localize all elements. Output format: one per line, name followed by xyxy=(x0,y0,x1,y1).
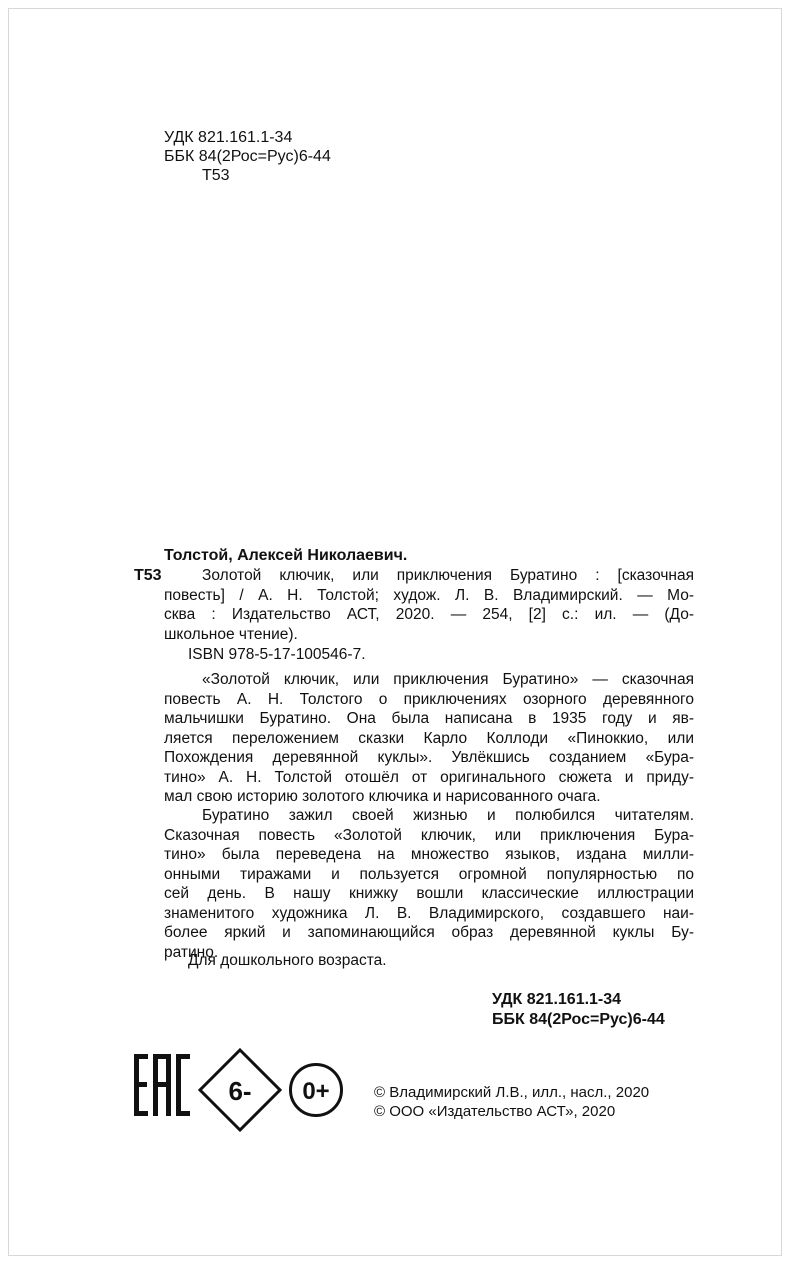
top-udk-code: УДК 821.161.1-34 xyxy=(164,129,293,146)
age-rating-circle-label: 0+ xyxy=(302,1078,330,1105)
annotation-paragraph-1 xyxy=(164,670,694,807)
entry-author-sign: Т53 xyxy=(134,567,162,584)
entry-author: Толстой, Алексей Николаевич. xyxy=(164,547,408,564)
annotation-line: мальчишки Буратино. Она была написана в 1935 году и яв- xyxy=(164,710,694,727)
annotation-line: знаменитого художника Л. В. Владимирского, создавшего наи- xyxy=(164,904,694,922)
annotation-line: тино» была переведена на множество языков, издана милли- xyxy=(164,846,694,863)
annotation-line: Буратино зажил своей жизнью и полюбился читателям. xyxy=(202,807,694,824)
entry-title-line: школьное чтение). xyxy=(164,625,298,643)
annotation-line: ляется переложением сказки Карло Коллоди «Пиноккио, или xyxy=(164,729,694,747)
top-author-sign: Т53 xyxy=(202,167,230,184)
annotation-line: Похождения деревянной куклы». Увлёкшись созданием «Бура- xyxy=(164,749,694,766)
age-note: Для дошкольного возраста. xyxy=(188,952,387,969)
age-rating-circle xyxy=(288,1062,344,1118)
copyright-publisher: © ООО «Издательство АСТ», 2020 xyxy=(374,1103,616,1120)
bottom-bbk-code: ББК 84(2Рос=Рус)6-44 xyxy=(492,1011,665,1028)
annotation-line: тино» А. Н. Толстой отошёл от оригинального сюжета и приду- xyxy=(164,768,694,786)
age-rating-diamond-label: 6- xyxy=(228,1076,252,1106)
annotation-paragraph-2 xyxy=(164,806,694,962)
annotation-line: мал свою историю золотого ключика и нарисованного очага. xyxy=(164,788,601,805)
isbn: ISBN 978-5-17-100546-7. xyxy=(188,646,366,663)
eac-mark-icon xyxy=(132,1052,192,1118)
entry-title-line: Золотой ключик, или приключения Буратино : [сказочная xyxy=(202,567,694,584)
age-rating-diamond xyxy=(198,1048,282,1132)
annotation-line: ратино. xyxy=(164,943,219,961)
entry-title-line: повесть] / А. Н. Толстой; худож. Л. В. Владимирский. — Мо- xyxy=(164,586,694,604)
top-bbk-code: ББК 84(2Рос=Рус)6-44 xyxy=(164,148,331,165)
annotation-line: сей день. В нашу книжку вошли классические иллюстрации xyxy=(164,885,694,902)
entry-title-line: сква : Издательство АСТ, 2020. — 254, [2] с.: ил. — (До- xyxy=(164,606,694,623)
bottom-udk-code: УДК 821.161.1-34 xyxy=(492,991,622,1008)
annotation-line: онными тиражами и пользуется огромной популярностью по xyxy=(164,865,694,883)
annotation-line: Сказочная повесть «Золотой ключик, или приключения Бура- xyxy=(164,826,694,844)
annotation-line: «Золотой ключик, или приключения Буратино» — сказочная xyxy=(202,671,694,688)
copyright-illustrator: © Владимирский Л.В., илл., насл., 2020 xyxy=(374,1084,650,1101)
entry-title-block xyxy=(164,566,694,644)
annotation-line: повесть А. Н. Толстого о приключениях озорного деревянного xyxy=(164,690,694,708)
annotation-line: более яркий и запоминающийся образ деревянной куклы Бу- xyxy=(164,924,694,941)
